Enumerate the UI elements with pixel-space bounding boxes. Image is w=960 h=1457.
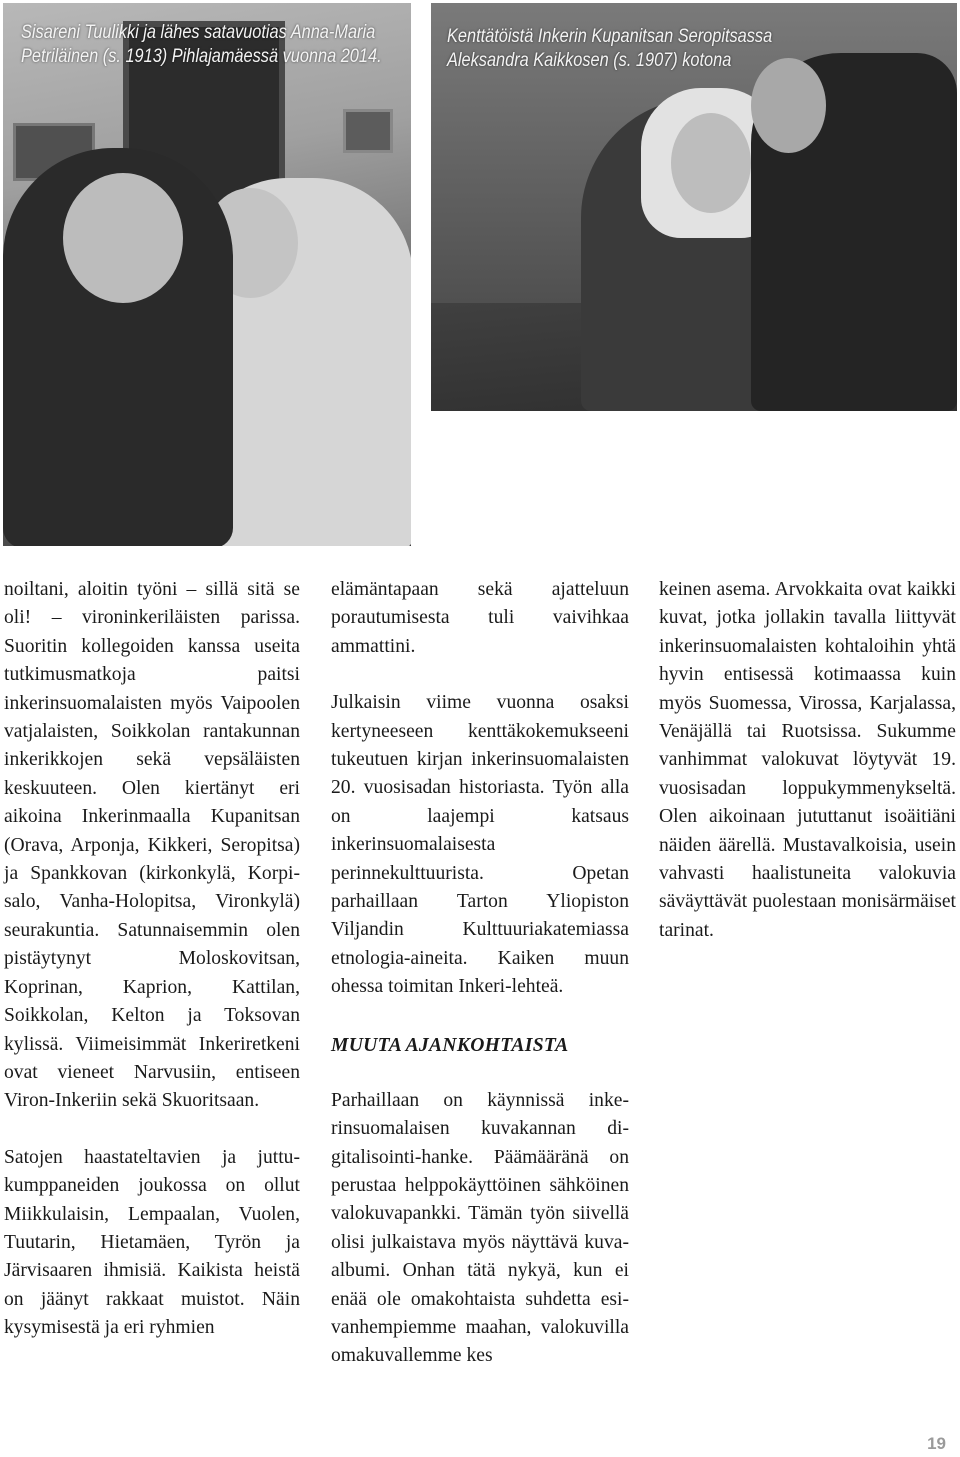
wall-picture-frame-small — [343, 109, 393, 153]
paragraph: Julkaisin viime vuonna osaksi kertyneeseen kenttäkokemukseeni tukeutuen kirjan inkerinsuomalaisten 20. vuosisadan historiasta. Työn alla on laajempi katsaus inkerinsuomalaisesta perinnekulttuurista. Opetan parhaillaan Tarton Yliopiston Viljandin Kulttuuriakatemiassa etnologia-aineita. Kaiken muun ohessa toimitan Inkeri-lehteä. — [331, 692, 629, 998]
section-heading: MUUTA AJANKOHTAISTA — [331, 1034, 569, 1056]
old-lady-face — [671, 113, 751, 213]
text-column-1 — [4, 576, 300, 1343]
photo-right — [431, 3, 957, 411]
text-column-2 — [331, 576, 629, 1371]
photo-caption-left: Sisareni Tuulikki ja lähes satavuotias Anna-Maria Petriläinen (s. 1913) Pihlajamäessä vuonna 2014. — [21, 22, 382, 67]
paragraph: Satojen haastateltavien ja juttukumppaneiden joukossa on ollut Miikkulaisin, Lempaalan, Vuolen, Tuutarin, Hietamäen, Tyrön ja Järvisaaren ihmisiä. Kaikista heistä on jäänyt rakkaat muistot. Näin kysymisestä ja eri ryhmien — [4, 1146, 300, 1339]
photo-caption-right: Kenttätöistä Inkerin Kupanitsan Seropitsassa Aleksandra Kaikkosen (s. 1907) kotona — [447, 26, 773, 71]
paragraph: Parhaillaan on käynnissä inkerinsuomalaisen kuvakannan digitalisointi-hanke. Päämääränä on perustaa helppokäyttöinen sähköinen valokuvapankki. Tämän työn siivellä olisi julkaistava myös näyttävä kuva-albumi. Onhan tätä nykyä, kun ei enää ole omakohtaista suhdetta esivanhempiemme maahan, valokuvilla omakuvallemme kes — [331, 1089, 629, 1367]
photo-left — [3, 3, 411, 546]
woman-face — [63, 173, 183, 303]
paragraph: elämäntapaan sekä ajatteluun porautumisesta tuli vaivihkaa ammattini. — [331, 579, 629, 657]
paragraph: keinen asema. Arvokkaita ovat kaikki kuvat, jotka jollakin tavalla liittyvät inkerinsuomalaisten kohtaloihin yhtä hyvin entisessä kotimaassa kuin myös Suomessa, Virossa, Karjalassa, Venäjällä tai Ruotsissa. Sukumme vanhimmat valokuvat löytyvät 19. vuosisadan loppukymmenykseltä. Olen aikoinaan jututtanut isoäitiäni näiden äärellä. Mustavalkoisia, usein vahvasti haalistuneita valokuvia säväyttävät puolestaan monisärmäiset tarinat. — [659, 579, 956, 941]
page-number: 19 — [927, 1434, 946, 1453]
paragraph: noiltani, aloitin työni – sillä sitä se oli! – vironinkeriläisten parissa. Suoritin kollegoiden kanssa useita tutkimusmatkoja paitsi inkerinsuomalaisten myös Vaipoolen vatjalaisten, Soikkolan rantakunnan inkerikkojen sekä vepsäläisten keskuuteen. Olen kiertänyt eri aikoina Inkerinmaalla Kupanitsan (Orava, Arponja, Kikkeri, Seropitsa) ja Spankkovan (kirkonkylä, Korpisalo, Vanha-Holopitsa, Vironkylä) seurakuntia. Satunnaisemmin olen pistäytynyt Moloskovitsan, Koprinan, Kaprion, Kattilan, Soikkolan, Kelton ja Toksovan kylissä. Viimeisimmät Inkeriretkeni ovat vieneet Narvusiin, entiseen Viron-Inkeriin sekä Skuoritsaan. — [4, 579, 300, 1112]
text-column-3 — [659, 576, 956, 945]
